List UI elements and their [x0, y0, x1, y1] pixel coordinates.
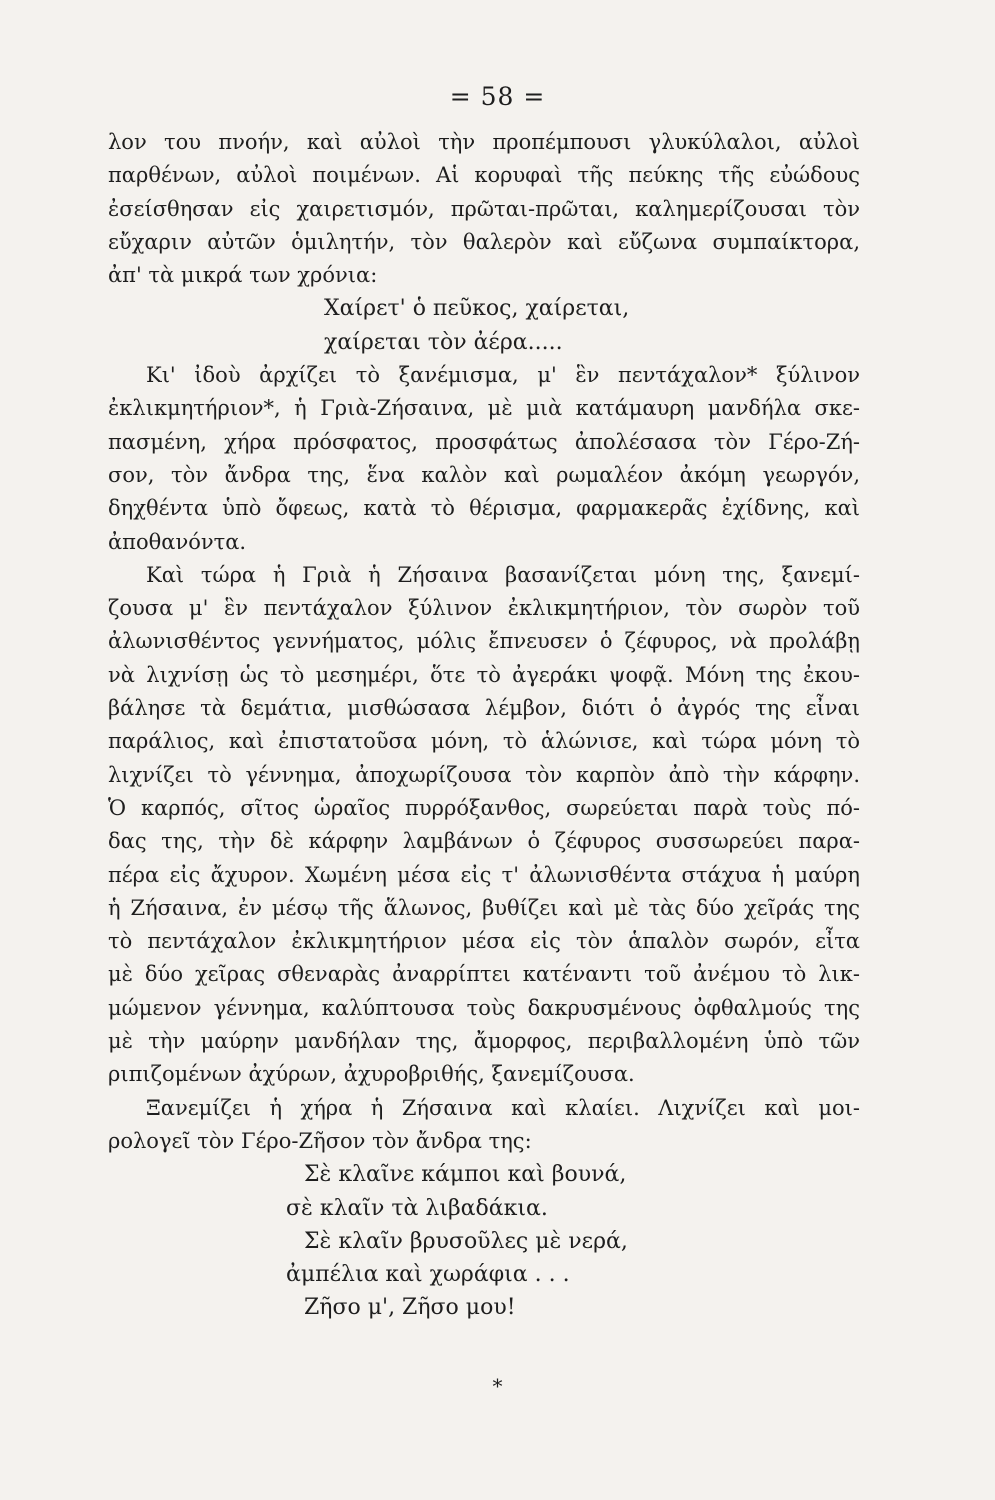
text-line: βάλησε τὰ δεμάτια, μισθώσασα λέμβον, διότι ὁ ἀγρός της εἶναι [108, 696, 860, 721]
text-line: ἐκλικμητήριον*, ἡ Γριὰ-Ζήσαινα, μὲ μιὰ κατάμαυρη μανδήλα σκε- [108, 396, 860, 421]
page-number: = 58 = [449, 82, 546, 111]
text-line: Καὶ τώρα ἡ Γριὰ ἡ Ζήσαινα βασανίζεται μόνη της, ξανεμί- [146, 562, 860, 587]
text-line: πέρα εἰς ἄχυρον. Χωμένη μέσα εἰς τ' ἀλωνισθέντα στάχυα ἡ μαύρη [108, 862, 860, 887]
text-line: εὔχαριν αὐτῶν ὁμιλητήν, τὸν θαλερὸν καὶ εὔζωνα συμπαίκτορα, [108, 229, 860, 254]
text-line: νὰ λιχνίσῃ ὡς τὸ μεσημέρι, ὅτε τὸ ἀγεράκι ψοφᾷ. Μόνη της ἐκου- [108, 662, 860, 687]
text-line: δας της, τὴν δὲ κάρφην λαμβάνων ὁ ζέφυρος συσσωρεύει παρα- [108, 829, 860, 854]
verse-line: χαίρεται τὸν ἀέρα..... [324, 329, 563, 355]
text-line: πασμένη, χήρα πρόσφατος, προσφάτως ἀπολέσασα τὸν Γέρο-Ζή- [108, 429, 860, 454]
text-line: σον, τὸν ἄνδρα της, ἕνα καλὸν καὶ ρωμαλέον ἀκόμη γεωργόν, [108, 462, 860, 487]
verse-line: ἀμπέλια καὶ χωράφια . . . [286, 1262, 570, 1288]
page-text [108, 126, 860, 1325]
text-line: ζουσα μ' ἓν πεντάχαλον ξύλινον ἐκλικμητήριον, τὸν σωρὸν τοῦ [108, 596, 860, 621]
text-line: ριπιζομένων ἀχύρων, ἀχυροβριθής, ξανεμίζουσα. [108, 1062, 635, 1087]
text-line: μώμενον γέννημα, καλύπτουσα τοὺς δακρυσμένους ὀφθαλμούς της [108, 995, 860, 1020]
text-line: Κι' ἰδοὺ ἀρχίζει τὸ ξανέμισμα, μ' ἓν πεντάχαλον* ξύλινον [146, 363, 860, 388]
verse-line: Σὲ κλαῖν βρυσοῦλες μὲ νερά, [304, 1228, 628, 1254]
end-mark: * [492, 1374, 503, 1398]
text-line: μὲ τὴν μαύρην μανδήλαν της, ἄμορφος, περιβαλλομένη ὑπὸ τῶν [108, 1029, 860, 1054]
text-line: παράλιος, καὶ ἐπιστατοῦσα μόνη, τὸ ἁλώνισε, καὶ τώρα μόνη τὸ [108, 729, 860, 754]
text-line: ἡ Ζήσαινα, ἐν μέσῳ τῆς ἅλωνος, βυθίζει καὶ μὲ τὰς δύο χεῖράς της [108, 895, 860, 920]
text-line: ἀποθανόντα. [108, 529, 247, 554]
text-line: ἐσείσθησαν εἰς χαιρετισμόν, πρῶται-πρῶται, καλημερίζουσαι τὸν [108, 196, 860, 221]
verse-line: Σὲ κλαῖνε κάμποι καὶ βουνά, [304, 1162, 627, 1188]
verse-line: Ζῆσο μ', Ζῆσο μου! [304, 1295, 516, 1321]
text-line: ἀπ' τὰ μικρά των χρόνια: [108, 263, 378, 288]
text-line: δηχθέντα ὑπὸ ὄφεως, κατὰ τὸ θέρισμα, φαρμακερᾶς ἐχίδνης, καὶ [108, 496, 860, 521]
text-line: λιχνίζει τὸ γέννημα, ἀποχωρίζουσα τὸν καρπὸν ἀπὸ τὴν κάρφην. [108, 762, 860, 787]
text-line: τὸ πεντάχαλον ἐκλικμητήριον μέσα εἰς τὸν ἁπαλὸν σωρόν, εἶτα [108, 929, 860, 954]
text-line: παρθένων, αὐλοὶ ποιμένων. Αἱ κορυφαὶ τῆς πεύκης τῆς εὐώδους [108, 163, 860, 188]
text-line: λον του πνοήν, καὶ αὐλοὶ τὴν προπέμπουσι γλυκύλαλοι, αὐλοὶ [108, 130, 860, 154]
text-line: Ξανεμίζει ἡ χήρα ἡ Ζήσαινα καὶ κλαίει. Λιχνίζει καὶ μοι- [146, 1095, 860, 1120]
text-line: Ὁ καρπός, σῖτος ὡραῖος πυρρόξανθος, σωρεύεται παρὰ τοὺς πό- [108, 795, 860, 820]
verse-line: σὲ κλαῖν τὰ λιβαδάκια. [286, 1195, 548, 1221]
text-line: μὲ δύο χεῖρας σθεναρὰς ἀναρρίπτει κατέναντι τοῦ ἀνέμου τὸ λικ- [108, 962, 860, 987]
verse-line: Χαίρετ' ὁ πεῦκος, χαίρεται, [324, 296, 630, 322]
text-line: ἀλωνισθέντος γεννήματος, μόλις ἔπνευσεν ὁ ζέφυρος, νὰ προλάβῃ [108, 629, 860, 654]
text-line: ρολογεῖ τὸν Γέρο-Ζῆσον τὸν ἄνδρα της: [108, 1128, 532, 1153]
